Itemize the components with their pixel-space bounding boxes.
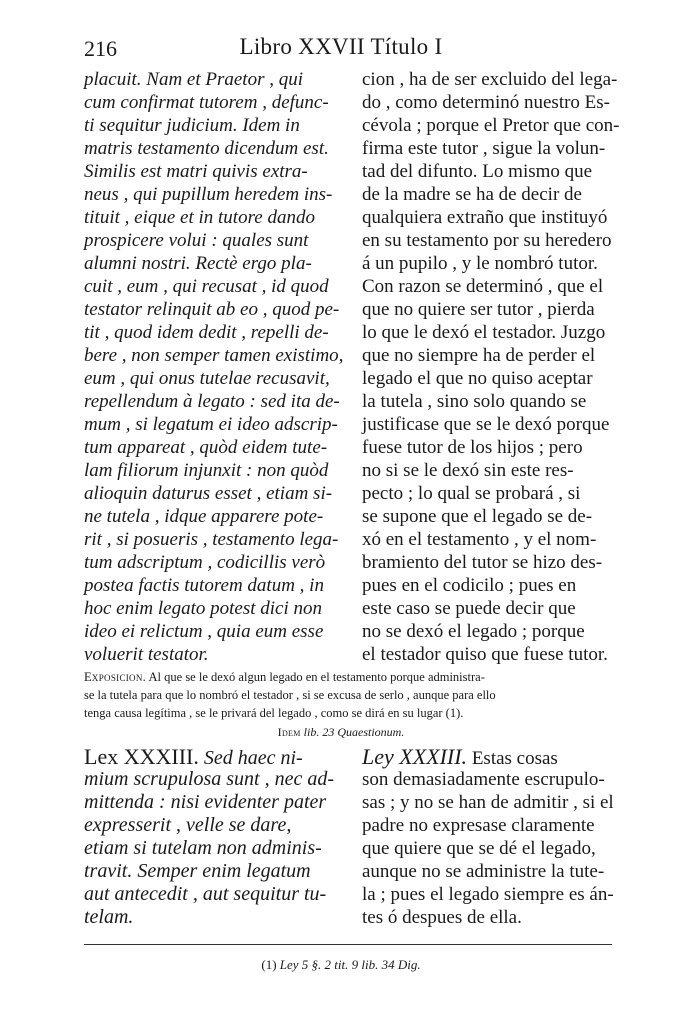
latin-line: hoc enim legato potest dici non <box>84 598 322 619</box>
latin-line: repellendum à legato : sed ita de- <box>84 391 340 412</box>
latin-line: matris testamento dicendum est. <box>84 138 329 159</box>
spanish-line: fuese tutor de los hijos ; pero <box>362 437 583 458</box>
spanish-line: xó en el testamento , y el nom- <box>362 529 597 550</box>
latin-line: voluerit testator. <box>84 644 209 665</box>
law-latin-line: mium scrupulosa sunt , nec ad- <box>84 768 334 790</box>
latin-line: bere , non semper tamen existimo, <box>84 345 344 366</box>
spanish-line: en su testamento por su heredero <box>362 230 612 251</box>
latin-line: tum adscriptum , codicillis verò <box>84 552 326 573</box>
latin-line: cum confirmat tutorem , defunc- <box>84 92 329 113</box>
law-latin-first-text: Sed haec ni- <box>203 747 303 769</box>
law-spanish-line: sas ; y no se han de admitir , si el <box>362 792 614 813</box>
law-latin-line: etiam si tutelam non adminis- <box>84 837 322 859</box>
source-ref: lib. 23 <box>303 725 335 739</box>
law-latin-column <box>84 745 346 929</box>
spanish-line: no se dexó el legado ; porque <box>362 621 585 642</box>
latin-line: rit , si posueris , testamento lega- <box>84 529 339 550</box>
spanish-line: lo que le dexó el testador. Juzgo <box>362 322 606 343</box>
spanish-line: pecto ; lo qual se probará , si <box>362 483 581 504</box>
spanish-line: bramiento del tutor se hizo des- <box>362 552 603 573</box>
law-spanish-line: la ; pues el legado siempre es án- <box>362 884 614 905</box>
latin-line: alumni nostri. Rectè ergo pla- <box>84 253 312 274</box>
law-latin-line: expresserit , velle se dare, <box>84 814 292 836</box>
running-head: Libro XXVII Título I <box>239 34 443 59</box>
law-latin-line: telam. <box>84 906 134 928</box>
exposicion-line: se la tutela para que lo nombró el testador , si se excusa de serlo , aunque para ello <box>84 688 496 702</box>
spanish-line: justificase que se le dexó porque <box>362 414 610 435</box>
exposicion-note <box>84 668 620 722</box>
spanish-line: á un pupilo , y le nombró tutor. <box>362 253 598 274</box>
law-latin-line: mittenda : nisi evidenter pater <box>84 791 327 813</box>
spanish-line: pues en el codicilo ; pues en <box>362 575 577 596</box>
law-spanish-line: son demasiadamente escrupulo- <box>362 769 605 790</box>
law-spanish-line: tes ó despues de ella. <box>362 907 522 928</box>
exposicion-label: Exposicion. <box>84 670 147 684</box>
latin-line: Similis est matri quivis extra- <box>84 161 308 182</box>
latin-line: alioquin daturus esset , etiam si- <box>84 483 333 504</box>
spanish-line: de la madre se ha de decir de <box>362 184 582 205</box>
law-spanish-first-line <box>362 745 620 768</box>
latin-line: postea factis tutorem datum , in <box>84 575 324 596</box>
law-spanish-line: que quiere que se dé el legado, <box>362 838 596 859</box>
source-work: Quaestionum. <box>337 725 405 739</box>
latin-line: tituit , eique et in tutore dando <box>84 207 315 228</box>
spanish-line: este caso se puede decir que <box>362 598 576 619</box>
source-citation <box>0 725 682 740</box>
law-latin-first-line <box>84 745 346 768</box>
spanish-line: que no quiere ser tutor , pierda <box>362 299 595 320</box>
spanish-line: legado el que no quiso aceptar <box>362 368 593 389</box>
latin-line: tum appareat , quòd eidem tute- <box>84 437 328 458</box>
spanish-line: no si se le dexó sin este res- <box>362 460 574 481</box>
latin-line: eum , qui onus tutelae recusavit, <box>84 368 330 389</box>
law-latin-heading: Lex XXXIII. <box>84 744 199 769</box>
law-spanish-first-text: Estas cosas <box>471 748 558 769</box>
law-latin-line: travit. Semper enim legatum <box>84 860 311 882</box>
page-number: 216 <box>84 36 117 61</box>
exposicion-line: tenga causa legítima , se le privará del legado , como se dirá en su lugar (1). <box>84 706 464 720</box>
latin-line: ti sequitur judicium. Idem in <box>84 115 300 136</box>
latin-line: cuit , eum , qui recusat , id quod <box>84 276 329 297</box>
latin-line: prospicere volui : quales sunt <box>84 230 309 251</box>
footnote-rule <box>84 944 612 945</box>
spanish-line: do , como determinó nuestro Es- <box>362 92 611 113</box>
spanish-line: cévola ; porque el Pretor que con- <box>362 115 620 136</box>
latin-line: mum , si legatum ei ideo adscrip- <box>84 414 338 435</box>
law-spanish-column <box>362 745 620 929</box>
law-spanish-heading: Ley XXXIII. <box>362 744 468 769</box>
spanish-line: qualquiera extraño que instituyó <box>362 207 608 228</box>
spanish-line: que no siempre ha de perder el <box>362 345 596 366</box>
spanish-line: cion , ha de ser excluido del lega- <box>362 69 618 90</box>
footnote <box>0 957 682 973</box>
latin-line: ne tutela , idque apparere pote- <box>84 506 324 527</box>
exposicion-line <box>84 668 620 686</box>
latin-line: testator relinquit ab eo , quod pe- <box>84 299 340 320</box>
latin-line: ideo ei relictum , quia eum esse <box>84 621 324 642</box>
law-latin-line: aut antecedit , aut sequitur tu- <box>84 883 327 905</box>
law-spanish-line: aunque no se administre la tute- <box>362 861 605 882</box>
spanish-line: tad del difunto. Lo mismo que <box>362 161 593 182</box>
spanish-line: se supone que el legado se de- <box>362 506 593 527</box>
spanish-line: el testador quiso que fuese tutor. <box>362 644 608 665</box>
source-author: Idem <box>277 725 301 739</box>
footnote-marker: (1) <box>261 957 277 972</box>
latin-line: tit , quod idem dedit , repelli de- <box>84 322 329 343</box>
spanish-line: firma este tutor , sigue la volun- <box>362 138 606 159</box>
spanish-line: Con razon se determinó , que el <box>362 276 604 297</box>
spanish-line: la tutela , sino solo quando se <box>362 391 587 412</box>
spanish-column <box>362 68 620 666</box>
latin-column <box>84 68 346 666</box>
latin-line: neus , qui pupillum heredem ins- <box>84 184 333 205</box>
latin-line: lam filiorum injunxit : non quòd <box>84 460 329 481</box>
exposicion-text: Al que se le dexó algun legado en el testamento porque administra- <box>148 670 485 684</box>
latin-line: placuit. Nam et Praetor , qui <box>84 69 304 90</box>
footnote-text: Ley 5 §. 2 tit. 9 lib. 34 Dig. <box>279 957 421 972</box>
law-spanish-line: padre no expresase claramente <box>362 815 595 836</box>
